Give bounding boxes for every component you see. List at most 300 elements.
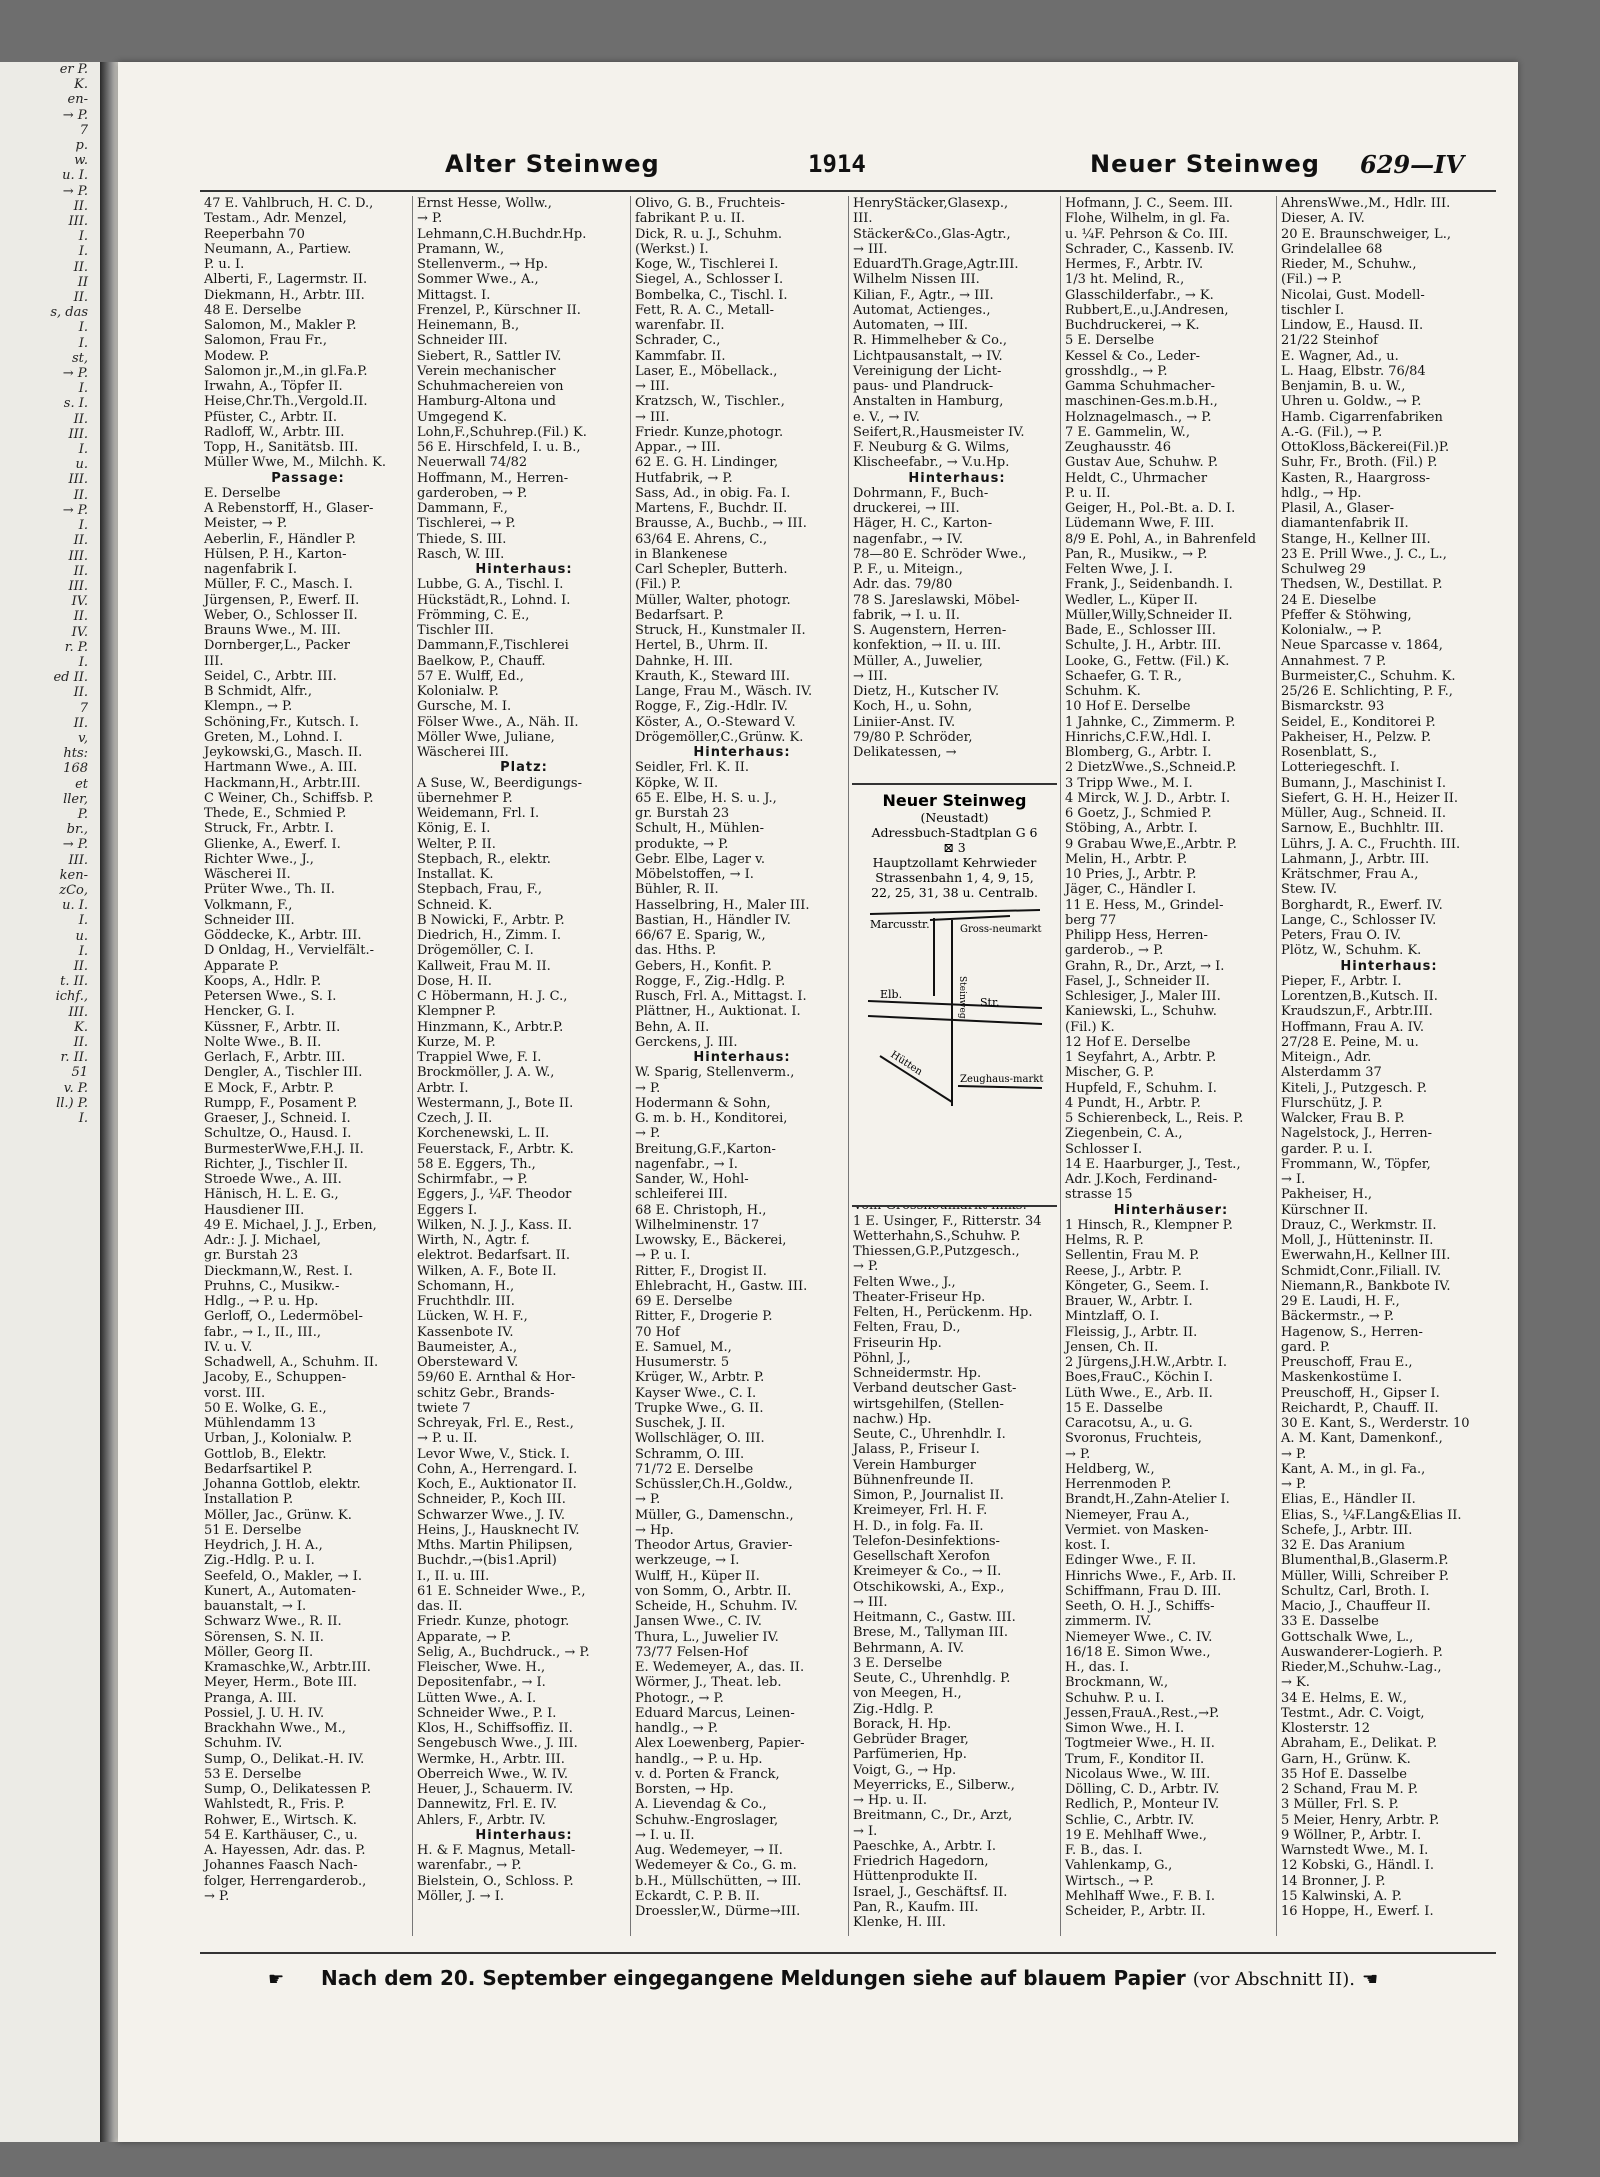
directory-line: Rubbert,E.,u.J.Andresen, bbox=[1065, 302, 1229, 318]
directory-line: Zeughausstr. 46 bbox=[1065, 440, 1172, 455]
directory-line: Fleissig, J., Arbtr. II. bbox=[1065, 1324, 1198, 1340]
directory-line: AhrensWwe.,M., Hdlr. III. bbox=[1281, 196, 1451, 211]
directory-line: Gebrüder Brager, bbox=[853, 1732, 969, 1747]
directory-line: druckerei, → III. bbox=[853, 501, 960, 516]
directory-line: Trupke Wwe., G. II. bbox=[635, 1400, 764, 1416]
directory-line: Lindow, E., Hausd. II. bbox=[1281, 318, 1424, 333]
directory-line: Heinemann, B., bbox=[417, 318, 520, 333]
directory-line: Seute, C., Uhrenhdlr. I. bbox=[853, 1427, 1006, 1442]
directory-line: Hinterhaus: bbox=[693, 745, 791, 760]
directory-line: Schultz, Carl, Broth. I. bbox=[1281, 1583, 1430, 1599]
directory-line: fabrikant P. u. II. bbox=[635, 211, 746, 227]
directory-line: Stepbach, Frau, F., bbox=[417, 882, 543, 898]
directory-line: Meyerricks, E., Silberw., bbox=[853, 1777, 1015, 1793]
directory-line: Frömming, C. E., bbox=[417, 607, 530, 623]
column-1 bbox=[200, 196, 412, 1936]
column-6 bbox=[1276, 196, 1497, 1936]
directory-line: Adr.: J. J. Michael, bbox=[204, 1233, 321, 1248]
directory-line: Schulweg 29 bbox=[1281, 562, 1366, 577]
directory-line: Heins, J., Hausknecht IV. bbox=[417, 1522, 580, 1538]
directory-line: 5 E. Derselbe bbox=[1065, 333, 1155, 349]
prev-page-fragment: → P. bbox=[62, 183, 88, 199]
directory-line: Sass, Ad., in obig. Fa. I. bbox=[635, 485, 791, 501]
directory-line: 32 E. Das Aranium bbox=[1281, 1538, 1405, 1553]
directory-line: Pakheiser, H., bbox=[1281, 1187, 1373, 1203]
directory-line: u. ¼F. Pehrson & Co. III. bbox=[1065, 226, 1228, 242]
directory-line: Annahmest. 7 P. bbox=[1281, 653, 1387, 669]
directory-line: 57 E. Wulff, Ed., bbox=[417, 668, 524, 684]
directory-line: Holznagelmasch., → P. bbox=[1065, 409, 1212, 425]
directory-line: Heldt, C., Uhrmacher bbox=[1065, 470, 1208, 486]
directory-line: Kürschner II. bbox=[1281, 1202, 1369, 1218]
directory-line: Grahn, R., Dr., Arzt, → I. bbox=[1065, 958, 1225, 974]
prev-page-fragment: IV. bbox=[71, 594, 88, 610]
map-street-neumarkt bbox=[930, 916, 1010, 920]
directory-line: E. Samuel, M., bbox=[635, 1339, 732, 1355]
directory-line: 3 Tripp Wwe., M. I. bbox=[1065, 775, 1193, 791]
directory-line: Seidel, E., Konditorei P. bbox=[1281, 714, 1436, 730]
directory-line: 23 E. Prill Wwe., J. C., L., bbox=[1281, 546, 1447, 562]
directory-line: Breitung,G.F.,Karton- bbox=[635, 1141, 776, 1157]
directory-line: 79/80 P. Schröder, bbox=[853, 729, 973, 745]
directory-line: Lwowsky, E., Bäckerei, bbox=[635, 1233, 787, 1248]
prev-page-fragment: r. II. bbox=[60, 1050, 88, 1066]
directory-line: Preuschoff, Frau E., bbox=[1281, 1355, 1413, 1370]
directory-line: Pan, R., Musikw., → P. bbox=[1065, 546, 1208, 562]
directory-line: Olivo, G. B., Fruchteis- bbox=[635, 196, 785, 211]
prev-page-fragment: I. bbox=[78, 654, 88, 670]
prev-page-fragment: ed II. bbox=[53, 670, 88, 686]
directory-line: S. Augenstern, Herren- bbox=[853, 623, 1007, 638]
directory-line: Dornberger,L., Packer bbox=[204, 638, 351, 654]
directory-line: Automat, Actienges., bbox=[853, 302, 991, 318]
map-info-line: ⊠ 3 bbox=[943, 840, 966, 855]
directory-line: 19 E. Mehlhaff Wwe., bbox=[1065, 1827, 1207, 1843]
directory-line: Brandt,H.,Zahn-Atelier I. bbox=[1065, 1492, 1230, 1508]
directory-line: Heuer, J., Schauerm. IV. bbox=[417, 1782, 574, 1797]
directory-line: E. Wedemeyer, A., das. II. bbox=[635, 1660, 805, 1675]
prev-page-fragment: I. bbox=[78, 244, 88, 260]
directory-line: Suschek, J. II. bbox=[635, 1416, 726, 1431]
prev-page-fragment: K. bbox=[74, 1019, 88, 1035]
previous-page-edge bbox=[0, 62, 100, 2142]
directory-line: Frommann, W., Töpfer, bbox=[1281, 1156, 1431, 1172]
directory-line: 9 Grabau Wwe,E.,Arbtr. P. bbox=[1065, 836, 1237, 852]
directory-line: Köster, A., O.-Steward V. bbox=[635, 714, 796, 730]
directory-line: Scheide, H., Schuhm. IV. bbox=[635, 1599, 798, 1614]
directory-line: 15 E. Dasselbe bbox=[1065, 1400, 1163, 1416]
prev-page-fragment: ll.) P. bbox=[56, 1095, 88, 1111]
directory-line: Kolonialw. P. bbox=[417, 684, 499, 699]
directory-line: grosshdlg., → P. bbox=[1065, 363, 1168, 379]
directory-line: übernehmer P. bbox=[417, 790, 513, 806]
directory-line: HenryStäcker,Glasexp., bbox=[853, 196, 1009, 211]
directory-line: Heise,Chr.Th.,Vergold.II. bbox=[204, 394, 368, 410]
directory-line: Aeberlin, F., Händler P. bbox=[204, 531, 356, 547]
directory-line: Kant, A. M., in gl. Fa., bbox=[1281, 1461, 1426, 1477]
directory-line: Moll, J., Hütteninstr. II. bbox=[1281, 1233, 1434, 1248]
directory-line: Schwarz Wwe., R. II. bbox=[204, 1614, 342, 1630]
directory-line: Elias, E., Händler II. bbox=[1281, 1492, 1416, 1508]
directory-line: → III. bbox=[635, 379, 670, 394]
directory-line: → I. bbox=[1281, 1172, 1306, 1187]
directory-line: 54 E. Karthäuser, C., u. bbox=[204, 1827, 358, 1843]
directory-line: Uhren u. Goldw., → P. bbox=[1281, 394, 1422, 410]
directory-line: Automaten, → III. bbox=[853, 318, 969, 333]
directory-line: E. Wagner, Ad., u. bbox=[1281, 348, 1399, 364]
directory-line: Kammfabr. II. bbox=[635, 348, 726, 364]
directory-line: Czech, J. II. bbox=[417, 1111, 493, 1126]
directory-line: L. Haag, Elbstr. 76/84 bbox=[1281, 363, 1426, 379]
directory-line: Graeser, J., Schneid. I. bbox=[204, 1111, 351, 1126]
directory-line: Aug. Wedemeyer, → II. bbox=[635, 1843, 783, 1858]
directory-line: Reese, J., Arbtr. P. bbox=[1065, 1263, 1182, 1279]
directory-line: Zig.-Hdlg. P. bbox=[853, 1701, 934, 1717]
directory-line: Petersen Wwe., S. I. bbox=[204, 989, 337, 1004]
directory-line: Hinterhaus: bbox=[475, 562, 573, 577]
directory-line: Dick, R. u. J., Schuhm. bbox=[635, 226, 783, 242]
directory-line: Jäger, C., Händler I. bbox=[1065, 882, 1197, 898]
directory-line: paus- und Plandruck- bbox=[853, 379, 994, 394]
directory-line: Mischer, G. P. bbox=[1065, 1065, 1154, 1081]
prev-page-fragment: I. bbox=[78, 943, 88, 959]
directory-line: Feuerstack, F., Arbtr. K. bbox=[417, 1141, 574, 1157]
directory-line: 56 E. Hirschfeld, I. u. B., bbox=[417, 440, 581, 455]
directory-line: Richter Wwe., J., bbox=[204, 851, 314, 867]
column-3 bbox=[630, 196, 849, 1936]
directory-line: Abraham, E., Delikat. P. bbox=[1281, 1736, 1438, 1752]
directory-line: Otschikowski, A., Exp., bbox=[853, 1579, 1005, 1595]
directory-line: Greten, M., Lohnd. I. bbox=[204, 729, 343, 745]
directory-line: 1/3 ht. Melind, R., bbox=[1065, 272, 1185, 288]
directory-line: Buchdr.,→(bis1.April) bbox=[417, 1553, 557, 1569]
directory-line: 12 Kobski, G., Händl. I. bbox=[1281, 1858, 1434, 1874]
directory-line: Jansen Wwe., C. IV. bbox=[635, 1614, 762, 1630]
directory-line: zimmerm. IV. bbox=[1065, 1614, 1152, 1630]
directory-line: Hermes, F., Arbtr. IV. bbox=[1065, 257, 1204, 272]
directory-line: Edinger Wwe., F. II. bbox=[1065, 1553, 1196, 1569]
directory-line: Droessler,W., Dürme→III. bbox=[635, 1904, 801, 1919]
directory-line: Caracotsu, A., u. G. bbox=[1065, 1416, 1193, 1431]
directory-line: Baelkow, P., Chauff. bbox=[417, 653, 546, 669]
directory-line: Siebert, R., Sattler IV. bbox=[417, 348, 562, 364]
directory-line: Mintzlaff, O. I. bbox=[1065, 1309, 1160, 1325]
directory-line: Brockmöller, J. A. W., bbox=[417, 1065, 555, 1081]
prev-page-fragment: er P. bbox=[59, 62, 88, 77]
footer-rule bbox=[200, 1952, 1496, 1954]
directory-line: fabr., → I., II., III., bbox=[204, 1324, 321, 1340]
directory-line: Lücken, W. H. F., bbox=[417, 1309, 528, 1325]
directory-line: Schneider III. bbox=[204, 912, 295, 928]
directory-line: Felten Wwe, J. I. bbox=[1065, 562, 1173, 577]
directory-line: Neuerwall 74/82 bbox=[417, 455, 528, 471]
directory-line: Schneid. K. bbox=[417, 897, 493, 913]
prev-page-fragment: → P. bbox=[62, 366, 88, 382]
directory-line: Stöbing, A., Arbtr. I. bbox=[1065, 821, 1198, 837]
directory-line: Scheider, P., Arbtr. II. bbox=[1065, 1904, 1206, 1919]
directory-line: das. Hths. P. bbox=[635, 943, 717, 959]
directory-line: Schneider Wwe., P. I. bbox=[417, 1705, 557, 1721]
directory-line: Zig.-Hdlg. P. u. I. bbox=[204, 1553, 315, 1569]
directory-line: Wollschläger, O. III. bbox=[635, 1431, 765, 1447]
directory-line: 29 E. Laudi, H. F., bbox=[1281, 1294, 1400, 1309]
directory-line: Thede, E., Schmied P. bbox=[204, 806, 347, 821]
directory-line: Looke, G., Fettw. (Fil.) K. bbox=[1065, 653, 1230, 669]
directory-line: Melin, H., Arbtr. P. bbox=[1065, 851, 1188, 867]
directory-line: Grindelallee 68 bbox=[1281, 241, 1383, 257]
directory-line: werkzeuge, → I. bbox=[635, 1553, 740, 1569]
directory-line: → I. bbox=[853, 1823, 878, 1839]
directory-line: Johannes Faasch Nach- bbox=[204, 1858, 358, 1874]
directory-line: Anstalten in Hamburg, bbox=[853, 394, 1004, 410]
directory-line: Wermke, H., Arbtr. III. bbox=[417, 1751, 565, 1767]
directory-line: Hdlg., → P. u. Hp. bbox=[204, 1294, 319, 1309]
directory-line: Gebr. Elbe, Lager v. bbox=[635, 851, 766, 867]
directory-line: das. II. bbox=[417, 1599, 463, 1614]
directory-line: Seidel, C., Arbtr. III. bbox=[204, 668, 337, 684]
directory-line: Stew. IV. bbox=[1281, 882, 1338, 898]
directory-line: 61 E. Schneider Wwe., P., bbox=[417, 1583, 586, 1599]
directory-line: Appar., → III. bbox=[635, 440, 721, 455]
directory-line: → P. bbox=[204, 1888, 230, 1904]
directory-line: Jacoby, E., Schuppen- bbox=[204, 1370, 347, 1386]
prev-page-fragment: II. bbox=[73, 259, 88, 275]
directory-line: b.H., Müllschütten, → III. bbox=[635, 1873, 802, 1889]
directory-line: Liniier-Anst. IV. bbox=[853, 714, 956, 730]
directory-line: König, E. I. bbox=[417, 821, 491, 837]
directory-line: Schomann, H., bbox=[417, 1278, 515, 1294]
directory-line: Pieper, F., Arbtr. I. bbox=[1281, 973, 1402, 989]
directory-line: 27/28 E. Peine, M. u. bbox=[1281, 1034, 1419, 1050]
directory-line: Fruchthdlr. III. bbox=[417, 1294, 515, 1309]
directory-line: Hinterhaus: bbox=[908, 470, 1006, 486]
prev-page-fragment: II. bbox=[73, 411, 88, 427]
directory-line: Nicolai, Gust. Modell- bbox=[1281, 287, 1425, 303]
directory-line: Apparate, → P. bbox=[417, 1629, 512, 1645]
directory-line: Sump, O., Delikatessen P. bbox=[204, 1782, 372, 1797]
directory-line: Theodor Artus, Gravier- bbox=[635, 1538, 793, 1553]
directory-line: A Rebenstorff, H., Glaser- bbox=[204, 501, 374, 516]
directory-line: Hückstädt,R., Lohnd. I. bbox=[417, 592, 571, 608]
directory-line: Wulff, H., Küper II. bbox=[635, 1568, 760, 1584]
directory-line: 6 Goetz, J., Schmied P. bbox=[1065, 806, 1212, 821]
directory-line: Möller Wwe, Juliane, bbox=[417, 729, 555, 745]
directory-line: Siegel, A., Schlosser I. bbox=[635, 272, 784, 288]
prev-page-fragment: ller, bbox=[63, 791, 88, 807]
directory-line: Suhr, Fr., Broth. (Fil.) P. bbox=[1281, 455, 1438, 471]
directory-line: Schirmfabr., → P. bbox=[417, 1172, 528, 1187]
prev-page-fragment: IV. bbox=[71, 624, 88, 640]
directory-line: 70 Hof bbox=[635, 1324, 680, 1340]
map-label-steinweg: Steinweg bbox=[956, 976, 967, 1019]
directory-line: Gottlob, B., Elektr. bbox=[204, 1446, 327, 1462]
prev-page-fragment: II. bbox=[73, 685, 88, 701]
directory-line: F. Neuburg & G. Wilms, bbox=[853, 440, 1010, 455]
directory-line: Seifert,R.,Hausmeister IV. bbox=[853, 424, 1025, 440]
directory-line: Hertel, B., Uhrm. II. bbox=[635, 638, 769, 654]
directory-line: Lorentzen,B.,Kutsch. II. bbox=[1281, 989, 1438, 1004]
directory-line: e. V., → IV. bbox=[853, 409, 920, 425]
directory-line: Hoffmann, Frau A. IV. bbox=[1281, 1019, 1425, 1035]
directory-line: Jensen, Ch. II. bbox=[1065, 1339, 1159, 1355]
directory-line: Diekmann, H., Arbtr. III. bbox=[204, 287, 365, 303]
directory-line: Gottschalk Wwe, L., bbox=[1281, 1629, 1414, 1645]
prev-page-fragment: II. bbox=[73, 1035, 88, 1050]
prev-page-fragment: III. bbox=[68, 214, 88, 230]
map-info-line: Hauptzollamt Kehrwieder bbox=[872, 855, 1037, 870]
directory-line: Hülsen, P. H., Karton- bbox=[204, 546, 347, 562]
prev-page-fragment: s. I. bbox=[63, 396, 88, 412]
directory-line: Schneider, P., Koch III. bbox=[417, 1492, 566, 1508]
directory-line: Tischlerei, → P. bbox=[417, 516, 516, 532]
directory-line: Pakheiser, H., Pelzw. P. bbox=[1281, 729, 1432, 745]
directory-line: Stellenverm., → Hp. bbox=[417, 257, 548, 272]
directory-line: Schulte, J. H., Arbtr. III. bbox=[1065, 638, 1222, 654]
directory-line: Struck, H., Kunstmaler II. bbox=[635, 623, 806, 638]
prev-page-fragment: I. bbox=[78, 335, 88, 351]
prev-page-fragment: u. I. bbox=[62, 168, 88, 184]
directory-line: Schneidermstr. Hp. bbox=[853, 1366, 982, 1381]
directory-line: Krauth, K., Steward III. bbox=[635, 668, 790, 684]
directory-line: Richter, J., Tischler II. bbox=[204, 1156, 348, 1172]
prev-page-fragment: III. bbox=[68, 852, 88, 868]
directory-line: Kreimeyer, Frl. H. F. bbox=[853, 1503, 988, 1519]
directory-line: Volkmann, F., bbox=[204, 897, 293, 913]
directory-line: Brackhahn Wwe., M., bbox=[204, 1721, 346, 1736]
directory-line: Müller,Willy,Schneider II. bbox=[1065, 607, 1233, 623]
directory-line: III. bbox=[853, 211, 873, 227]
header-street-right: Neuer Steinweg bbox=[1090, 150, 1320, 178]
directory-line: Hinrichs,C.F.W.,Hdl. I. bbox=[1065, 729, 1212, 745]
directory-line: Hupfeld, F., Schuhm. I. bbox=[1065, 1080, 1217, 1096]
directory-line: A.-G. (Fil.), → P. bbox=[1281, 424, 1383, 440]
directory-line: W. Sparig, Stellenverm., bbox=[635, 1065, 795, 1081]
directory-line: Wörmer, J., Theat. leb. bbox=[635, 1675, 782, 1691]
directory-line: C Höbermann, H. J. C., bbox=[417, 989, 568, 1004]
directory-line: Klempn., → P. bbox=[204, 699, 293, 715]
directory-line: handlg., → P. u. Hp. bbox=[635, 1751, 763, 1767]
prev-page-fragment: → P. bbox=[62, 107, 88, 123]
directory-line: Dohrmann, F., Buch- bbox=[853, 485, 989, 501]
directory-line: Bombelka, C., Tischl. I. bbox=[635, 287, 788, 303]
directory-line: 71/72 E. Derselbe bbox=[635, 1461, 754, 1477]
directory-line: Prüter Wwe., Th. II. bbox=[204, 882, 335, 898]
directory-line: Müller, Walter, photogr. bbox=[635, 592, 791, 608]
directory-line: Eggers I. bbox=[417, 1202, 478, 1218]
directory-line: 1 Hinsch, R., Klempner P. bbox=[1065, 1217, 1233, 1233]
directory-line: Kramaschke,W., Arbtr.III. bbox=[204, 1660, 371, 1675]
directory-line: Hackmann,H., Arbtr.III. bbox=[204, 775, 361, 791]
prev-page-fragment: II. bbox=[73, 715, 88, 731]
directory-line: Pramann, W., bbox=[417, 241, 505, 257]
directory-line: Müller, Willi, Schreiber P. bbox=[1281, 1568, 1450, 1584]
directory-line: nagenfabr., → IV. bbox=[853, 531, 963, 547]
directory-line: Dietz, H., Kutscher IV. bbox=[853, 684, 1000, 699]
directory-line: Köpke, W. II. bbox=[635, 775, 719, 791]
directory-line: Krüger, W., Arbtr. P. bbox=[635, 1370, 765, 1386]
directory-line: Friseurin Hp. bbox=[853, 1335, 942, 1351]
directory-line: Häger, H. C., Karton- bbox=[853, 516, 993, 532]
directory-line: Garn, H., Grünw. K. bbox=[1281, 1751, 1411, 1767]
directory-line: Hinterhaus: bbox=[1340, 958, 1438, 974]
directory-line: 5 Meier, Henry, Arbtr. P. bbox=[1281, 1812, 1440, 1828]
directory-line: von Somm, O., Arbtr. II. bbox=[635, 1583, 792, 1599]
map-info-line: Strassenbahn 1, 4, 9, 15, bbox=[875, 870, 1034, 885]
directory-line: Obersteward V. bbox=[417, 1355, 519, 1370]
directory-line: Irwahn, A., Töpfer II. bbox=[204, 379, 343, 394]
directory-line: Stroede Wwe., A. III. bbox=[204, 1172, 342, 1187]
directory-line: Eckardt, C. P. B. II. bbox=[635, 1888, 760, 1904]
prev-page-fragment: hts: bbox=[63, 746, 88, 762]
directory-line: BurmesterWwe,F.H.J. II. bbox=[204, 1141, 364, 1157]
directory-line: Baumeister, A., bbox=[417, 1339, 518, 1355]
directory-line: Ernst Hesse, Wollw., bbox=[417, 196, 552, 211]
map-label-str: Str. bbox=[979, 996, 1000, 1009]
directory-line: A. M. Kant, Damenkonf., bbox=[1281, 1431, 1443, 1447]
directory-line: Bumann, J., Maschinist I. bbox=[1281, 775, 1446, 791]
directory-line: Helms, R. P. bbox=[1065, 1233, 1144, 1248]
directory-line: Dieckmann,W., Rest. I. bbox=[204, 1263, 353, 1279]
map-street-zeughaus bbox=[958, 1086, 1042, 1088]
directory-line: Lührs, J. A. C., Fruchth. III. bbox=[1281, 836, 1461, 852]
directory-line: (Werkst.) I. bbox=[635, 241, 709, 257]
directory-line: III. bbox=[204, 653, 224, 669]
directory-line: Elias, S., ¼F.Lang&Elias II. bbox=[1281, 1507, 1462, 1523]
prev-page-fragment: st, bbox=[71, 350, 88, 366]
directory-line: Reichardt, P., Chauff. II. bbox=[1281, 1400, 1439, 1416]
directory-line: → P. bbox=[417, 211, 443, 227]
directory-line: → III. bbox=[853, 668, 888, 684]
directory-line: Wilhelm Nissen III. bbox=[853, 272, 980, 288]
directory-line: Schuhw. P. u. I. bbox=[1065, 1690, 1165, 1706]
directory-line: 25/26 E. Schlichting, P. F., bbox=[1281, 684, 1453, 699]
directory-line: 24 E. Dieselbe bbox=[1281, 592, 1377, 608]
prev-page-fragment: 7 bbox=[79, 122, 88, 138]
header-rule bbox=[200, 190, 1496, 192]
directory-line: Adr. das. 79/80 bbox=[853, 577, 953, 593]
directory-line: Sörensen, S. N. II. bbox=[204, 1629, 324, 1645]
directory-line: Jessen,FrauA.,Rest.,→P. bbox=[1065, 1705, 1220, 1721]
directory-line: Ritter, F., Drogerie P. bbox=[635, 1309, 773, 1325]
directory-line: → I. u. II. bbox=[635, 1827, 695, 1843]
directory-line: Thura, L., Juwelier IV. bbox=[635, 1629, 779, 1645]
directory-line: Hencker, G. I. bbox=[204, 1004, 295, 1020]
directory-line: Eggers, J., ¼F. Theodor bbox=[417, 1187, 572, 1203]
prev-page-fragment: III. bbox=[68, 472, 88, 488]
directory-line: Müller, Aug., Schneid. II. bbox=[1281, 806, 1446, 821]
map-info-line: Adressbuch-Stadtplan G 6 bbox=[871, 825, 1038, 840]
directory-line: Welter, P. II. bbox=[417, 836, 496, 852]
prev-page-fragment: II. bbox=[73, 958, 88, 974]
directory-line: Preuschoff, H., Gipser I. bbox=[1281, 1385, 1440, 1401]
prev-page-fragment: II. bbox=[73, 487, 88, 503]
directory-line: 1 Seyfahrt, A., Arbtr. P. bbox=[1065, 1050, 1217, 1065]
directory-line: Gursche, M. I. bbox=[417, 699, 512, 715]
directory-line: 2 Jürgens,J.H.W.,Arbtr. I. bbox=[1065, 1355, 1228, 1370]
prev-page-fragment: w. bbox=[74, 153, 88, 169]
directory-line: Telefon-Desinfektions- bbox=[853, 1533, 1000, 1549]
directory-line: Kilian, F., Agtr., → III. bbox=[853, 287, 994, 303]
directory-line: Jalass, P., Friseur I. bbox=[853, 1442, 980, 1458]
directory-line: B Nowicki, F., Arbtr. P. bbox=[417, 912, 565, 928]
directory-line: Schramm, O. III. bbox=[635, 1446, 745, 1462]
directory-line: 50 E. Wolke, G. E., bbox=[204, 1400, 327, 1416]
directory-line: H., das. I. bbox=[1065, 1660, 1130, 1675]
prev-page-fragment: u. I. bbox=[62, 898, 88, 914]
directory-line: Schlosser I. bbox=[1065, 1141, 1143, 1157]
directory-line: Wäscherei II. bbox=[204, 867, 291, 882]
directory-line: Sander, W., Hohl- bbox=[635, 1172, 749, 1187]
